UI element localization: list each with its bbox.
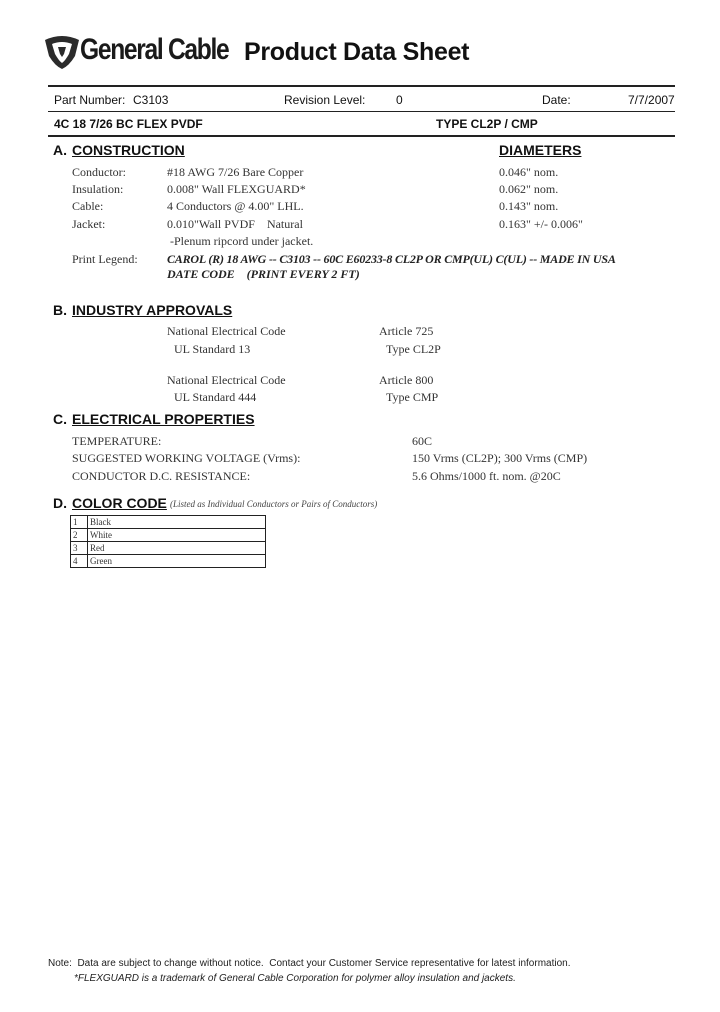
cable-value: 4 Conductors @ 4.00" LHL.	[167, 199, 304, 213]
print-legend-line-2: DATE CODE (PRINT EVERY 2 FT)	[167, 267, 360, 281]
header-rule	[48, 85, 675, 87]
section-c-letter: C.	[53, 411, 67, 427]
cable-diameter: 0.143" nom.	[499, 199, 559, 213]
insulation-value: 0.008" Wall FLEXGUARD*	[167, 182, 306, 196]
construction-heading: CONSTRUCTION	[72, 142, 185, 158]
section-a-letter: A.	[53, 142, 67, 158]
electrical-properties-heading: ELECTRICAL PROPERTIES	[72, 411, 255, 427]
footer-note: Note: Data are subject to change without notice. Contact your Customer Service representative for latest information.	[48, 958, 571, 969]
approval-2-standard: UL Standard 444	[174, 390, 257, 404]
revision-level-value: 0	[396, 93, 403, 107]
diameters-heading: DIAMETERS	[499, 142, 582, 158]
insulation-label: Insulation:	[72, 182, 124, 196]
conductor-label: Conductor:	[72, 165, 126, 179]
table-row	[71, 555, 266, 568]
color-name: Green	[88, 555, 266, 568]
part-number-label: Part Number:	[54, 93, 126, 107]
subheader-rule	[48, 135, 675, 137]
insulation-diameter: 0.062" nom.	[499, 182, 559, 196]
table-row	[71, 516, 266, 529]
resistance-value: 5.6 Ohms/1000 ft. nom. @20C	[412, 469, 561, 483]
table-row	[71, 529, 266, 542]
jacket-diameter: 0.163" +/- 0.006"	[499, 217, 583, 231]
temperature-value: 60C	[412, 434, 433, 448]
color-code-heading: COLOR CODE	[72, 495, 167, 511]
color-code-table	[70, 515, 266, 568]
ripcord-note: -Plenum ripcord under jacket.	[170, 234, 314, 248]
color-number: 3	[71, 542, 88, 555]
date-label: Date:	[542, 93, 571, 107]
voltage-label: SUGGESTED WORKING VOLTAGE (Vrms):	[72, 451, 301, 465]
industry-approvals-heading: INDUSTRY APPROVALS	[72, 302, 233, 318]
approval-1-code: National Electrical Code	[167, 324, 286, 338]
conductor-value: #18 AWG 7/26 Bare Copper	[167, 165, 304, 179]
color-number: 2	[71, 529, 88, 542]
cable-description: 4C 18 7/26 BC FLEX PVDF	[54, 117, 203, 131]
approval-1-article: Article 725	[379, 324, 434, 338]
print-legend-label: Print Legend:	[72, 252, 138, 266]
section-d-letter: D.	[53, 495, 67, 511]
logo-text: General Cable	[80, 33, 229, 66]
resistance-label: CONDUCTOR D.C. RESISTANCE:	[72, 469, 251, 483]
jacket-value: 0.010"Wall PVDF Natural	[167, 217, 303, 231]
approval-2-article: Article 800	[379, 373, 434, 387]
approval-2-type: Type CMP	[386, 390, 439, 404]
cable-type: TYPE CL2P / CMP	[436, 117, 538, 131]
general-cable-logo-icon	[42, 34, 82, 70]
cable-label: Cable:	[72, 199, 104, 213]
approval-2-code: National Electrical Code	[167, 373, 286, 387]
table-row	[71, 542, 266, 555]
color-name: Red	[88, 542, 266, 555]
color-number: 1	[71, 516, 88, 529]
page-title: Product Data Sheet	[244, 38, 470, 66]
color-name: White	[88, 529, 266, 542]
print-legend-line-1: CAROL (R) 18 AWG -- C3103 -- 60C E60233-8 CL2P OR CMP(UL) C(UL) -- MADE IN USA	[167, 252, 616, 266]
date-value: 7/7/2007	[628, 93, 675, 107]
approval-1-standard: UL Standard 13	[174, 342, 251, 356]
part-number-value: C3103	[133, 93, 169, 107]
section-b-letter: B.	[53, 302, 67, 318]
color-number: 4	[71, 555, 88, 568]
meta-rule	[48, 111, 675, 112]
voltage-value: 150 Vrms (CL2P); 300 Vrms (CMP)	[412, 451, 588, 465]
color-name: Black	[88, 516, 266, 529]
color-code-note: (Listed as Individual Conductors or Pairs of Conductors)	[170, 499, 378, 509]
conductor-diameter: 0.046" nom.	[499, 165, 559, 179]
approval-1-type: Type CL2P	[386, 342, 441, 356]
footer-trademark: *FLEXGUARD is a trademark of General Cable Corporation for polymer alloy insulation and jackets.	[74, 973, 516, 984]
jacket-label: Jacket:	[72, 217, 106, 231]
temperature-label: TEMPERATURE:	[72, 434, 162, 448]
revision-level-label: Revision Level:	[284, 93, 366, 107]
